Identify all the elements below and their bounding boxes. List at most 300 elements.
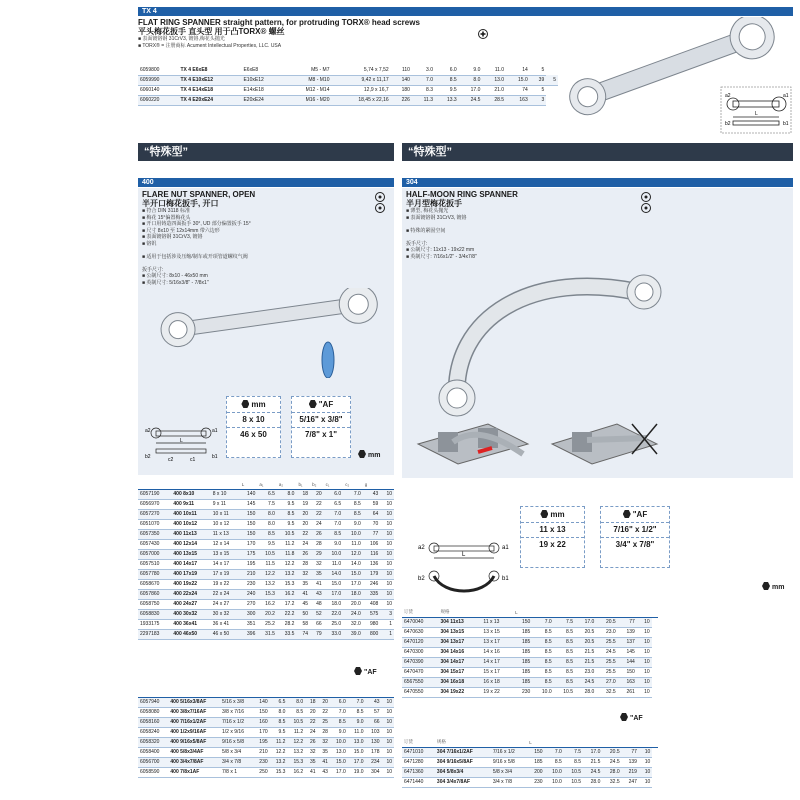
table-cell: 41 (305, 767, 317, 777)
table-cell: 17.0 (348, 757, 366, 767)
s304-title-en: HALF-MOON RING SPANNER (406, 190, 518, 199)
table-cell: 8.0 (257, 509, 277, 519)
table-cell: 12.2 (277, 559, 297, 569)
table-cell: 10 (382, 727, 395, 737)
table-cell: 20 (310, 489, 324, 499)
table-cell: 13.0 (330, 747, 348, 757)
table-cell: 140 (254, 697, 270, 707)
table-cell: 7.5 (257, 499, 277, 509)
s304-section (402, 178, 793, 478)
table-cell: 10 (637, 677, 652, 687)
table-cell: 7.0 (545, 747, 564, 757)
feature-bullet: 扳手尺寸: (406, 240, 428, 247)
table-cell: 74 (506, 85, 530, 95)
s304-mm-box (520, 506, 585, 568)
table-cell: 163 (618, 677, 637, 687)
table-cell: 6.5 (324, 499, 344, 509)
table-cell: 150 (240, 519, 258, 529)
usage-correct-image (408, 414, 538, 474)
table-cell: 230 (240, 579, 258, 589)
table-cell: 20.5 (596, 617, 617, 627)
table-cell: 10 (639, 757, 652, 767)
tx4-dim-a1: a1 (783, 93, 789, 99)
table-cell: 10 (637, 667, 652, 677)
table-cell: 10 (637, 687, 652, 697)
table-cell: 145 (618, 647, 637, 657)
table-cell: 6059990 (138, 75, 178, 85)
table-cell: 6058590 (138, 767, 168, 777)
special-type-bar-right (402, 143, 793, 161)
table-cell: 2297183 (138, 629, 171, 639)
table-cell: 1933175 (138, 619, 171, 629)
table-cell: 10.0 (545, 777, 564, 787)
table-cell: 25.2 (257, 619, 277, 629)
table-cell: 6057350 (138, 529, 171, 539)
table-cell: 210 (254, 747, 270, 757)
table-cell: 22 (296, 529, 310, 539)
table-cell: 139 (622, 757, 639, 767)
table-cell: 185 (513, 637, 532, 647)
table-cell: 170 (254, 727, 270, 737)
table-cell: 250 (254, 767, 270, 777)
table-cell: 9.5 (257, 539, 277, 549)
table-cell: 28 (296, 559, 310, 569)
table-cell: 28.0 (583, 777, 602, 787)
table-cell: 3/4 x 7/8 (491, 777, 527, 787)
table-cell: 400 3/8x7/16AF (168, 707, 220, 717)
table-cell: TX 4 E20xE24 (178, 95, 241, 105)
table-cell: 247 (622, 777, 639, 787)
header-cell: a₂ (277, 480, 297, 489)
table-cell: 41 (296, 589, 310, 599)
s304-dim-drawing (414, 536, 514, 598)
table-cell: 24 (310, 519, 324, 529)
table-cell: 41 (318, 757, 330, 767)
header-cell: 订货 (402, 738, 435, 747)
s304-af-max: 3/4" x 7/8" (601, 537, 669, 552)
table-row (138, 85, 558, 95)
header-cell (270, 688, 288, 697)
table-cell: 50 (296, 609, 310, 619)
table-cell: 8.5 (330, 717, 348, 727)
table-cell: 12.0 (343, 549, 363, 559)
table-cell: 6057510 (138, 559, 171, 569)
header-cell: b₂ (310, 480, 324, 489)
table-cell: 261 (618, 687, 637, 697)
table-cell: 8.5 (564, 757, 583, 767)
hex-nut-icon (241, 400, 249, 408)
table-cell: M12 - M14 (283, 85, 331, 95)
table-row (402, 777, 658, 787)
s304-dim-b1: b1 (502, 576, 509, 582)
table-cell: 10.0 (532, 687, 553, 697)
table-cell: 13.2 (257, 579, 277, 589)
feature-bullet: ■ 铬钒 (142, 240, 157, 247)
table-cell: 22.0 (324, 609, 344, 619)
s400-mm-table (138, 480, 394, 640)
table-cell: 8.0 (270, 707, 288, 717)
table-cell: 150 (618, 667, 637, 677)
flare-nut-spanner-image (148, 288, 388, 378)
table-cell: 20.5 (575, 627, 596, 637)
tx4-table (138, 65, 558, 106)
table-cell: 26 (310, 529, 324, 539)
table-cell: 13.3 (435, 95, 459, 105)
table-cell: 18,45 x 22,16 (331, 95, 390, 105)
table-cell: 6058400 (138, 747, 168, 757)
table-cell: 59 (363, 499, 381, 509)
special-label-right: “特殊型” (408, 146, 452, 158)
table-cell: M16 - M20 (283, 95, 331, 105)
table-cell: 20 (296, 509, 310, 519)
table-cell: 400 46x50 (171, 629, 210, 639)
table-cell: 351 (240, 619, 258, 629)
table-cell: 26 (305, 737, 317, 747)
table-cell: 5 (530, 65, 546, 75)
s304-mm-min: 11 x 13 (539, 525, 566, 534)
s304-af-box (600, 506, 670, 568)
hex-nut-icon (620, 713, 628, 721)
table-cell: 304 3/4x7/8AF (435, 777, 491, 787)
table-cell: 130 (366, 737, 382, 747)
table-cell: 10.5 (287, 717, 305, 727)
table-cell: 400 7/16x1/2AF (168, 717, 220, 727)
table-cell: 400 3/4x7/8AF (168, 757, 220, 767)
table-row (138, 569, 394, 579)
table-cell: 8.5 (270, 717, 288, 727)
table-cell: 116 (363, 549, 381, 559)
header-cell: L (513, 608, 532, 617)
table-cell: 14.0 (324, 569, 344, 579)
table-cell: 16.2 (277, 589, 297, 599)
header-cell (138, 480, 171, 489)
s400-af-tag-label: "AF (364, 669, 377, 676)
table-cell: 15.0 (330, 757, 348, 767)
table-cell: 14 (506, 65, 530, 75)
header-cell (168, 688, 220, 697)
table-cell: 10.0 (545, 767, 564, 777)
table-cell: 32.5 (602, 777, 621, 787)
table-cell: 140 (391, 75, 412, 85)
table-cell: 10 (639, 747, 652, 757)
table-cell: 6060220 (138, 95, 178, 105)
s304-dim-L: L (462, 552, 466, 558)
table-cell: 79 (310, 629, 324, 639)
table-cell: 8.5 (348, 707, 366, 717)
table-cell: 400 14x17 (171, 559, 210, 569)
table-cell: 9/16 x 5/8 (491, 757, 527, 767)
tx4-section (138, 7, 793, 137)
table-cell: 8.5 (554, 637, 575, 647)
table-cell: 10 (382, 767, 395, 777)
hex-nut-icon (762, 582, 770, 590)
s400-mm-box (226, 396, 281, 458)
table-cell: 6470630 (402, 627, 438, 637)
table-row (138, 767, 394, 777)
table-cell: 10 (380, 499, 394, 509)
table-cell: 7/8 x 1 (220, 767, 254, 777)
table-cell: 13.0 (482, 75, 506, 85)
table-cell: 6057780 (138, 569, 171, 579)
table-cell: 140 (240, 489, 258, 499)
table-row (138, 717, 394, 727)
table-cell: 3 (380, 609, 394, 619)
table-cell: 6057190 (138, 489, 171, 499)
table-cell: 9 x 11 (211, 499, 240, 509)
table-cell: 24.5 (596, 647, 617, 657)
table-cell: 240 (240, 589, 258, 599)
table-cell: 9.0 (324, 539, 344, 549)
table-cell: 10 (380, 489, 394, 499)
table-cell: 7.5 (554, 617, 575, 627)
table-cell: 400 11x13 (171, 529, 210, 539)
table-cell: 33.5 (277, 629, 297, 639)
header-cell (491, 738, 527, 747)
table-cell: 70 (363, 519, 381, 529)
table-cell: 304 5/8x3/4 (435, 767, 491, 777)
table-row (138, 549, 394, 559)
table-row (402, 687, 658, 697)
tx4-title-en: FLAT RING SPANNER straight pattern, for protruding TORX® head screws (138, 18, 420, 27)
s304-dim-a1: a1 (502, 545, 509, 551)
table-cell: 304 14x16 (438, 647, 481, 657)
table-cell: 179 (363, 569, 381, 579)
table-cell: 46 x 50 (211, 629, 240, 639)
table-cell: 980 (363, 619, 381, 629)
table-cell: 25.0 (324, 619, 344, 629)
table-cell: 400 30x32 (171, 609, 210, 619)
table-cell: 10 (380, 579, 394, 589)
header-cell (602, 738, 621, 747)
table-cell: 23.0 (575, 667, 596, 677)
table-cell: 6471280 (402, 757, 435, 767)
table-cell: 19 x 22 (211, 579, 240, 589)
table-cell: 14.0 (343, 559, 363, 569)
table-cell: 9.5 (435, 85, 459, 95)
table-cell: 6057270 (138, 509, 171, 519)
table-row (138, 747, 394, 757)
table-cell: 22 x 24 (211, 589, 240, 599)
table-header (138, 480, 394, 489)
table-row (138, 737, 394, 747)
table-cell: 8.5 (343, 509, 363, 519)
table-cell: 20.5 (575, 637, 596, 647)
table-cell: 13 x 15 (481, 627, 513, 637)
table-cell: 9.5 (277, 519, 297, 529)
table-cell: 110 (391, 65, 412, 75)
table-cell: 11 x 13 (211, 529, 240, 539)
table-cell: 7.0 (324, 509, 344, 519)
table-cell: 10 (382, 737, 395, 747)
table-cell: 400 22x24 (171, 589, 210, 599)
hex-nut-icon (309, 400, 317, 408)
table-cell: 400 7/8x1AF (168, 767, 220, 777)
feature-bullet: ■ 英制尺寸: 5/16x3/8" - 7/8x1" (142, 279, 209, 286)
table-cell: 9.0 (348, 717, 366, 727)
header-cell (211, 480, 240, 489)
s304-mm-tag (762, 582, 784, 591)
table-cell: 6060140 (138, 85, 178, 95)
special-type-bar-left (138, 143, 394, 161)
table-cell: 57 (366, 707, 382, 717)
table-cell: 150 (240, 509, 258, 519)
table-row (138, 559, 394, 569)
table-cell: 230 (513, 687, 532, 697)
table-cell: 6057000 (138, 549, 171, 559)
s304-unit-mm: mm (550, 510, 565, 519)
table-cell: 8.5 (435, 75, 459, 85)
table-cell: 800 (363, 629, 381, 639)
table-cell: 13 x 15 (211, 549, 240, 559)
table-cell: 10 (637, 657, 652, 667)
table-cell: 304 15x17 (438, 667, 481, 677)
table-cell: 32.0 (343, 619, 363, 629)
table-cell: 15.0 (348, 747, 366, 757)
table-cell: 21.5 (575, 657, 596, 667)
table-cell: 11.0 (343, 539, 363, 549)
table-cell: 9,42 x 11,17 (331, 75, 390, 85)
table-cell: 25.5 (596, 667, 617, 677)
table-cell: 19 (296, 499, 310, 509)
table-cell: 6.0 (435, 65, 459, 75)
table-cell: 10 (639, 767, 652, 777)
feature-bullet: 扳手尺寸: (142, 266, 164, 273)
tx4-bullet: ■ TORX® = 注册商标 Acument Intellectual Properties, LLC. USA (138, 42, 282, 49)
feature-bullet: ■ 适用于包括涉及压缩/制车或开项管道螺纹气阀 (142, 253, 248, 260)
table-cell: 8.5 (277, 509, 297, 519)
s304-af-tag-label: "AF (630, 715, 643, 722)
table-cell: 7.0 (324, 519, 344, 529)
table-cell: 400 10x11 (171, 509, 210, 519)
table-cell: 6058160 (138, 717, 168, 727)
table-row (138, 629, 394, 639)
table-cell: 400 5/8x3/4AF (168, 747, 220, 757)
table-cell: 6470300 (402, 647, 438, 657)
table-cell: 6471010 (402, 747, 435, 757)
table-cell: 185 (513, 677, 532, 687)
table-cell: 23.0 (596, 627, 617, 637)
tx4-header-bar (138, 7, 793, 16)
table-cell: E14xE18 (241, 85, 283, 95)
s400-dim-b2: b2 (145, 454, 151, 460)
table-cell: 7.0 (330, 707, 348, 717)
table-cell: 150 (254, 707, 270, 717)
table-cell: 17.0 (575, 617, 596, 627)
table-row (402, 767, 658, 777)
table-row (138, 727, 394, 737)
table-cell: 6470040 (402, 617, 438, 627)
hex-check-icon (640, 192, 652, 214)
s304-units-area (402, 478, 793, 606)
header-cell: a₁ (257, 480, 277, 489)
table-header (402, 608, 658, 617)
feature-bullet: ■ 特殊的紧固空间 (406, 227, 446, 234)
table-cell: 160 (254, 717, 270, 727)
table-cell: 12.2 (270, 747, 288, 757)
table-cell: 25.5 (596, 637, 617, 647)
s304-title-cn: 半月型梅花扳手 (406, 199, 462, 208)
table-cell: 21.5 (575, 647, 596, 657)
table-cell: 180 (391, 85, 412, 95)
table-cell: 150 (240, 529, 258, 539)
table-cell: 3 (530, 95, 546, 105)
table-cell: 400 9x11 (171, 499, 210, 509)
table-cell: 335 (363, 589, 381, 599)
header-cell (622, 738, 639, 747)
table-cell: 11.0 (348, 727, 366, 737)
hex-check-icon (374, 192, 386, 214)
table-cell: 22 (305, 717, 317, 727)
table-cell: 16 x 18 (481, 677, 513, 687)
table-cell: 6471360 (402, 767, 435, 777)
table-cell: 11.0 (482, 65, 506, 75)
table-cell: 15.3 (287, 757, 305, 767)
s304-dim-b2: b2 (418, 576, 425, 582)
s304-af-tag (620, 713, 643, 722)
table-cell: 185 (527, 757, 544, 767)
feature-bullet: ■ 公制尺寸: 11x13 - 19x22 mm (406, 247, 475, 253)
table-cell: 10 (380, 509, 394, 519)
table-cell: 11.2 (287, 727, 305, 737)
table-cell: 139 (618, 627, 637, 637)
torx-star-icon (478, 29, 488, 39)
table-cell: 8.5 (554, 657, 575, 667)
table-cell: 6056700 (138, 757, 168, 767)
table-cell: 18.0 (343, 589, 363, 599)
table-cell: 210 (240, 569, 258, 579)
table-cell: 5/8 x 3/4 (491, 767, 527, 777)
table-cell: 8.5 (532, 627, 553, 637)
table-row (138, 499, 394, 509)
table-cell: 10 (380, 589, 394, 599)
table-header (138, 688, 394, 697)
table-cell: 10 (637, 647, 652, 657)
table-cell: 19 x 22 (481, 687, 513, 697)
table-cell: 7/16 x 1/2 (491, 747, 527, 757)
header-cell (287, 688, 305, 697)
s400-mm-min: 8 x 10 (242, 415, 265, 424)
header-cell (220, 688, 254, 697)
s400-af-table (138, 688, 394, 778)
table-cell: 400 24x27 (171, 599, 210, 609)
table-header (402, 738, 658, 747)
table-cell: 43 (318, 767, 330, 777)
hex-nut-icon (354, 667, 362, 675)
table-cell: 66 (310, 619, 324, 629)
table-cell: 10 (380, 539, 394, 549)
header-cell (305, 688, 317, 697)
table-cell: 6058320 (138, 737, 168, 747)
s400-unit-mm: mm (251, 400, 266, 409)
table-cell: 6058670 (138, 579, 171, 589)
s400-dim-c2: c2 (168, 457, 174, 463)
table-cell: 10 (380, 599, 394, 609)
header-cell: g (363, 480, 381, 489)
table-cell: 150 (513, 617, 532, 627)
table-row (138, 529, 394, 539)
header-cell (564, 738, 583, 747)
table-cell: 17.0 (583, 747, 602, 757)
table-row (138, 599, 394, 609)
s400-af-min: 5/16" x 3/8" (299, 415, 343, 424)
tx4-dim-L: L (755, 111, 758, 117)
table-cell: 10.5 (564, 767, 583, 777)
table-cell: 6051070 (138, 519, 171, 529)
table-cell: 20 (318, 697, 330, 707)
table-cell: 24.0 (343, 609, 363, 619)
table-cell: 28 (318, 727, 330, 737)
table-cell: 5 (530, 85, 546, 95)
